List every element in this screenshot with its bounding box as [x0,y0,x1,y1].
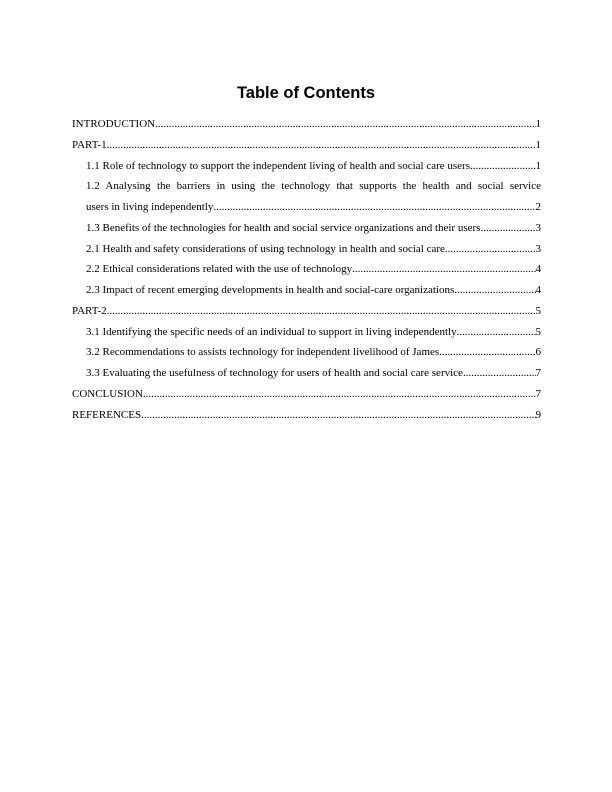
toc-entry-text: 1.3 Benefits of the technologies for health and social service organizations and their users [86,221,481,234]
toc-page-number: 2 [535,201,541,213]
toc-leader-dots [480,218,535,239]
toc-page-number: 1 [535,159,541,172]
toc-leader-dots [107,135,536,156]
toc-page-number: 4 [535,284,541,296]
toc-page-number: 3 [535,221,541,234]
table-of-contents [72,114,541,425]
toc-leader-dots [141,405,535,426]
toc-entry-text: REFERENCES [72,408,142,421]
toc-entry-text: 3.3 Evaluating the usefulness of technology for users of health and social care service [86,367,463,379]
toc-entry-3-1[interactable] [86,322,541,343]
toc-page-number: 1 [535,118,541,130]
toc-entry-text: CONCLUSION [72,387,143,400]
toc-leader-dots [463,363,536,384]
toc-entry-text-line-2: users in living independently [86,201,214,213]
toc-leader-dots [213,197,535,218]
toc-entry-2-3[interactable] [86,280,541,301]
toc-leader-dots [352,259,535,280]
toc-leader-dots [439,342,535,363]
toc-entry-part-1[interactable] [72,135,541,156]
toc-entry-references[interactable] [72,405,541,426]
toc-leader-dots [155,114,535,135]
toc-page-number: 5 [535,325,541,338]
toc-page-number: 5 [535,304,541,317]
toc-page-number: 7 [535,367,541,379]
toc-entry-part-2[interactable] [72,301,541,322]
toc-entry-text: 2.3 Impact of recent emerging developments in health and social-care organizations [86,284,455,296]
page-title: Table of Contents [236,84,376,102]
toc-entry-text: 2.2 Ethical considerations related with the use of technology [86,263,353,276]
toc-entry-text: 3.2 Recommendations to assists technology for independent livelihood of James [86,346,440,359]
toc-entry-1-2[interactable] [86,176,541,218]
toc-page-number: 1 [535,138,541,151]
toc-leader-dots [445,239,536,260]
toc-entry-text: 1.1 Role of technology to support the independent living of health and social care users [86,159,470,172]
toc-page-number: 7 [535,387,541,400]
toc-page-number: 4 [535,263,541,276]
toc-entry-3-2[interactable] [86,342,541,363]
toc-entry-text: PART-1 [72,138,107,151]
toc-page-number: 6 [535,346,541,359]
toc-entry-2-1[interactable] [86,239,541,260]
toc-entry-text: 3.1 Identifying the specific needs of an individual to support in living independently [86,325,457,338]
toc-entry-3-3[interactable] [86,363,541,384]
toc-leader-dots [143,384,536,405]
toc-entry-introduction[interactable] [72,114,541,135]
toc-page-number: 3 [535,242,541,255]
toc-entry-text: 2.1 Health and safety considerations of using technology in health and social care [86,242,445,255]
toc-entry-1-1[interactable] [86,156,541,177]
toc-leader-dots [470,156,536,177]
toc-entry-conclusion[interactable] [72,384,541,405]
toc-entry-text: PART-2 [72,304,107,317]
toc-entry-text: INTRODUCTION [72,118,156,130]
toc-leader-dots [454,280,535,301]
toc-entry-text-line-1: 1.2 Analysing the barriers in using the technology that supports the health and social service [86,180,541,193]
toc-leader-dots [457,322,536,343]
toc-leader-dots [107,301,536,322]
toc-entry-1-3[interactable] [86,218,541,239]
toc-page-number: 9 [535,408,541,421]
toc-entry-2-2[interactable] [86,259,541,280]
